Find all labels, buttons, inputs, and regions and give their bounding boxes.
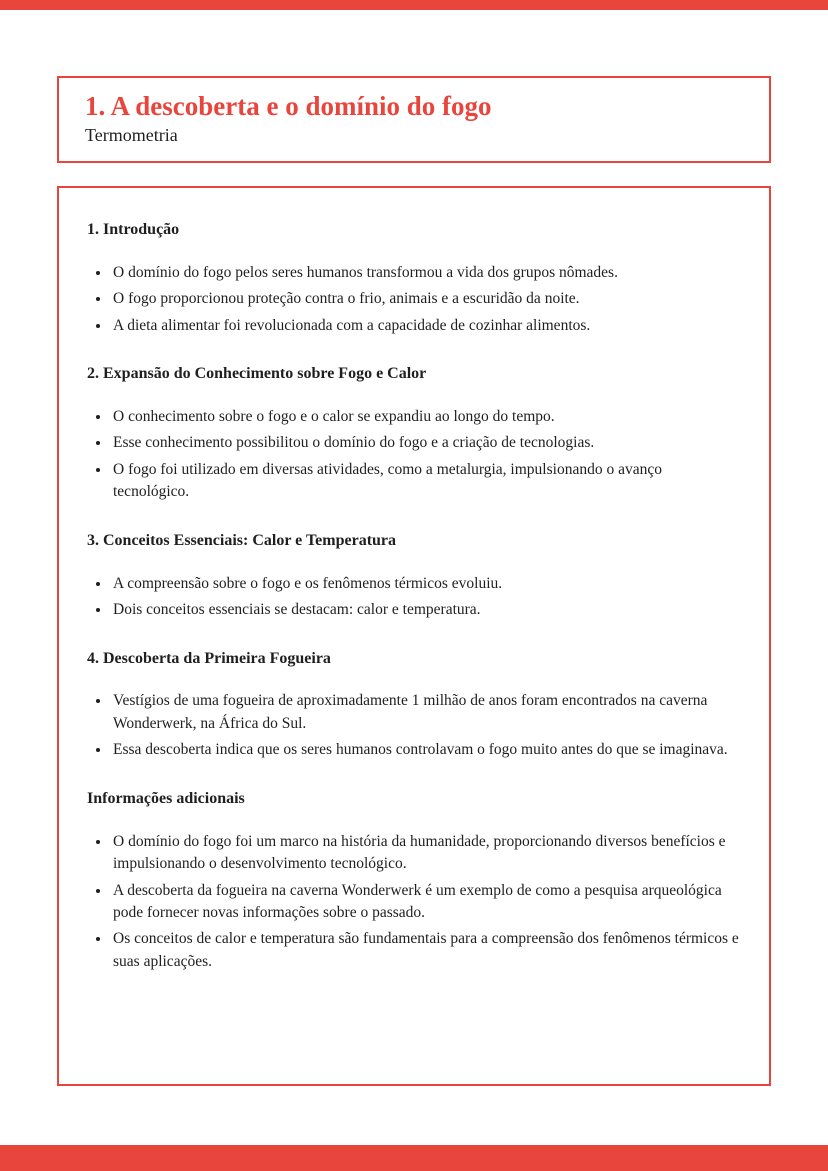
- bullet-item: • O fogo foi utilizado em diversas atividades, como a metalurgia, impulsionando o avanço tecnológico.: [111, 459, 739, 504]
- bullet-item: • O domínio do fogo pelos seres humanos transformou a vida dos grupos nômades.: [111, 262, 739, 284]
- bullet-item: • Vestígios de uma fogueira de aproximadamente 1 milhão de anos foram encontrados na caverna Wonderwerk, na África do Sul.: [111, 690, 739, 735]
- bullet-item: • Os conceitos de calor e temperatura são fundamentais para a compreensão dos fenômenos térmicos e suas aplicações.: [111, 928, 739, 973]
- content-card: [57, 186, 771, 1086]
- bullet-item: • A descoberta da fogueira na caverna Wonderwerk é um exemplo de como a pesquisa arqueológica pode fornecer novas informações sobre o passado.: [111, 880, 739, 925]
- bullet-item: • O fogo proporcionou proteção contra o frio, animais e a escuridão da noite.: [111, 288, 739, 310]
- bullet-list: [87, 406, 739, 504]
- bottom-accent-bar: [0, 1145, 828, 1171]
- bullet-item: • O conhecimento sobre o fogo e o calor se expandiu ao longo do tempo.: [111, 406, 739, 428]
- section: [87, 531, 739, 622]
- bullet-item: • Essa descoberta indica que os seres humanos controlavam o fogo muito antes do que se imaginava.: [111, 739, 739, 761]
- bullet-item: • O domínio do fogo foi um marco na história da humanidade, proporcionando diversos benefícios e impulsionando o desenvolvimento tecnológico.: [111, 831, 739, 876]
- bullet-item: • Dois conceitos essenciais se destacam: calor e temperatura.: [111, 599, 739, 621]
- bullet-item: • Esse conhecimento possibilitou o domínio do fogo e a criação de tecnologias.: [111, 432, 739, 454]
- top-accent-bar: [0, 0, 828, 10]
- sections-container: [87, 220, 739, 973]
- bullet-list: [87, 690, 739, 761]
- bullet-item: • A compreensão sobre o fogo e os fenômenos térmicos evoluiu.: [111, 573, 739, 595]
- title-card: [57, 76, 771, 163]
- page-title: 1. A descoberta e o domínio do fogo: [85, 91, 492, 121]
- bullet-item: • A dieta alimentar foi revolucionada com a capacidade de cozinhar alimentos.: [111, 315, 739, 337]
- section-heading: Informações adicionais: [87, 789, 245, 807]
- section-heading: 2. Expansão do Conhecimento sobre Fogo e Calor: [87, 365, 427, 383]
- section: [87, 364, 739, 504]
- section-heading: 1. Introdução: [87, 221, 180, 238]
- section: [87, 649, 739, 762]
- section: [87, 789, 739, 974]
- bullet-list: [87, 831, 739, 974]
- section-heading: 4. Descoberta da Primeira Fogueira: [87, 649, 331, 667]
- section-heading: 3. Conceitos Essenciais: Calor e Temperatura: [87, 531, 397, 549]
- bullet-list: [87, 262, 739, 337]
- section: [87, 220, 739, 337]
- page-subtitle: Termometria: [85, 125, 178, 146]
- bullet-list: [87, 573, 739, 622]
